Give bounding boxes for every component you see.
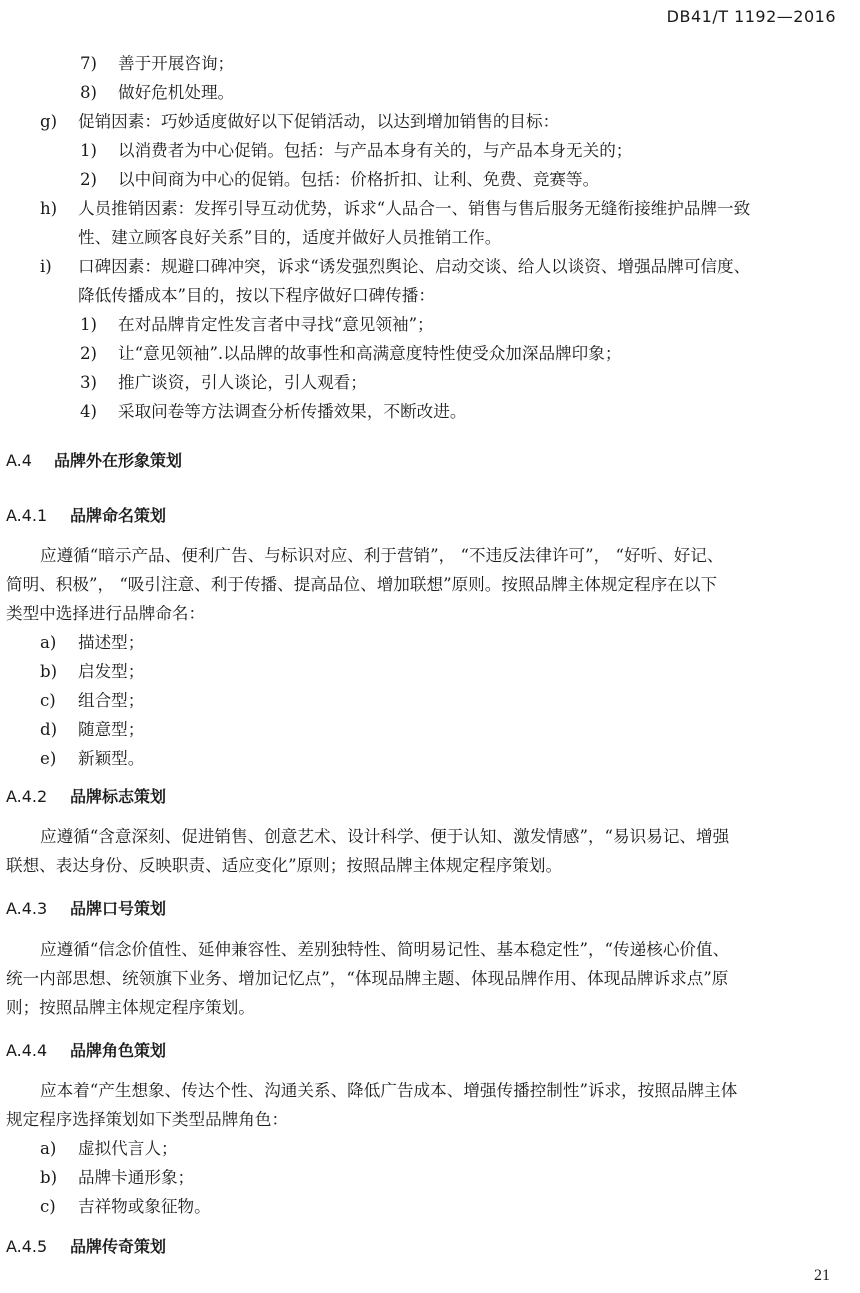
list-item: g) 促销因素：巧妙适度做好以下促销活动，以达到增加销售的目标： (40, 112, 560, 131)
list-item: a) 虚拟代言人； (40, 1139, 178, 1158)
list-item: 1) 在对品牌肯定性发言者中寻找“意见领袖”； (80, 315, 434, 334)
paragraph-line: 应本着“产生想象、传达个性、沟通关系、降低广告成本、增强传播控制性”诉求，按照品牌主体 (40, 1081, 738, 1100)
list-item: a) 描述型； (40, 633, 145, 652)
section-heading-a4: A.4 品牌外在形象策划 (6, 451, 183, 470)
section-heading-a43: A.4.3 品牌口号策划 (6, 899, 167, 918)
paragraph-line: 规定程序选择策划如下类型品牌角色： (6, 1110, 289, 1129)
list-item: 3) 推广谈资，引人谈论，引人观看； (80, 373, 367, 392)
list-item: d) 随意型； (40, 720, 145, 739)
paragraph-line: 则；按照品牌主体规定程序策划。 (6, 998, 255, 1017)
list-item: e) 新颖型。 (40, 749, 145, 768)
list-item: b) 品牌卡通形象； (40, 1168, 195, 1187)
list-item: b) 启发型； (40, 662, 145, 681)
paragraph-line: 类型中选择进行品牌命名： (6, 604, 206, 623)
section-heading-a42: A.4.2 品牌标志策划 (6, 787, 167, 806)
section-heading-a41: A.4.1 品牌命名策划 (6, 506, 167, 525)
list-item: 2) 以中间商为中心的促销。包括：价格折扣、让利、免费、竞赛等。 (80, 170, 600, 189)
section-heading-a44: A.4.4 品牌角色策划 (6, 1041, 167, 1060)
list-item: c) 组合型； (40, 691, 145, 710)
list-item: 8) 做好危机处理。 (80, 83, 235, 102)
list-item: 1) 以消费者为中心促销。包括：与产品本身有关的，与产品本身无关的； (80, 141, 633, 160)
page-number: 21 (814, 1267, 830, 1284)
list-item-continuation: 降低传播成本”目的，按以下程序做好口碑传播： (78, 286, 435, 305)
paragraph-line: 简明、积极”， “吸引注意、利于传播、提高品位、增加联想”原则。按照品牌主体规定程序在以下 (6, 575, 718, 594)
list-item: 2) 让“意见领袖”.以品牌的故事性和高满意度特性使受众加深品牌印象； (80, 344, 622, 363)
list-item: 7) 善于开展咨询； (80, 54, 235, 73)
list-item-continuation: 性、建立顾客良好关系”目的，适度并做好人员推销工作。 (78, 228, 502, 247)
paragraph-line: 应遵循“含意深刻、促进销售、创意艺术、设计科学、便于认知、激发情感”，“易识易记、增强 (40, 827, 730, 846)
document-code: DB41/T 1192—2016 (666, 7, 836, 26)
list-item: h) 人员推销因素：发挥引导互动优势，诉求“人品合一、销售与售后服务无缝衔接维护品牌一致 (40, 199, 751, 218)
list-item: i) 口碑因素：规避口碑冲突，诉求“诱发强烈舆论、启动交谈、给人以谈资、增强品牌可信度、 (40, 257, 751, 276)
paragraph-line: 应遵循“信念价值性、延伸兼容性、差别独特性、简明易记性、基本稳定性”，“传递核心价值、 (40, 940, 730, 959)
list-item: c) 吉祥物或象征物。 (40, 1197, 211, 1216)
section-heading-a45: A.4.5 品牌传奇策划 (6, 1237, 167, 1256)
paragraph-line: 应遵循“暗示产品、便利广告、与标识对应、利于营销”， “不违反法律许可”， “好听、好记、 (40, 546, 724, 565)
paragraph-line: 统一内部思想、统领旗下业务、增加记忆点”，“体现品牌主题、体现品牌作用、体现品牌诉求点”原 (6, 969, 729, 988)
paragraph-line: 联想、表达身份、反映职责、适应变化”原则；按照品牌主体规定程序策划。 (6, 856, 563, 875)
list-item: 4) 采取问卷等方法调查分析传播效果，不断改进。 (80, 402, 467, 421)
